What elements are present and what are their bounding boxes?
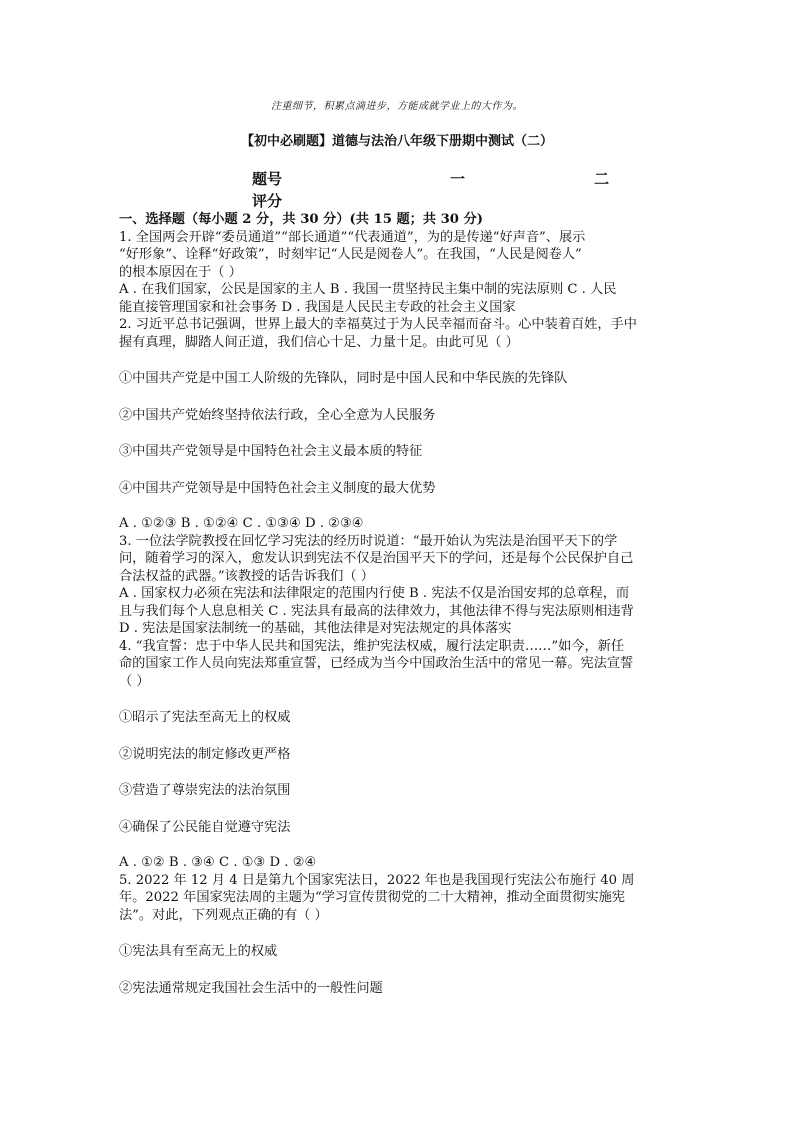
question-3 — [119, 533, 679, 638]
question-3-choices: D . 宪法是国家法制统一的基础，其他法律是对宪法规定的具体落实 — [119, 621, 512, 636]
score-table-row-label-score: 评分 — [252, 192, 283, 210]
question-1-choices: 能直接管理国家和社会事务 D . 我国是人民民主专政的社会主义国家 — [119, 299, 516, 315]
question-4-statement: ②说明宪法的制定修改更严格 — [119, 746, 291, 762]
question-1 — [119, 229, 679, 317]
question-5-statement: ①宪法具有至高无上的权威 — [119, 944, 278, 959]
question-4-choices: A . ①② B . ③④ C . ①③ D . ②④ — [119, 855, 317, 870]
question-2-statement: ④中国共产党领导是中国特色社会主义制度的最大优势 — [119, 480, 436, 496]
header-motto: 注重细节，积累点滴进步，方能成就学业上的大作为。 — [271, 101, 523, 112]
question-1-choices: A . 在我们国家，公民是国家的主人 B . 我国一贯坚持民主集中制的宪法原则 C . 人民 — [119, 282, 617, 297]
question-2-stem-line: 2. 习近平总书记强调，世界上最大的幸福莫过于为人民幸福而奋斗。心中装着百姓，手中 — [119, 317, 637, 332]
question-2 — [119, 316, 679, 533]
question-content — [119, 211, 679, 997]
question-3-stem-line: 合法权益的武器。”该教授的话告诉我们（ ） — [119, 568, 374, 584]
section-heading: 一、选择题（每小题 2 分，共 30 分）(共 15 题；共 30 分) — [119, 212, 484, 227]
question-4 — [119, 638, 679, 872]
question-5-stem-line: 5. 2022 年 12 月 4 日是第九个国家宪法日，2022 年也是我国现行宪法公布施行 40 周 — [119, 872, 635, 888]
question-4-stem-line: 命的国家工作人员向宪法郑重宣誓，已经成为当今中国政治生活中的常见一幕。宪法宣誓 — [119, 656, 634, 671]
question-2-choices: A . ①②③ B . ①②④ C . ①③④ D . ②③④ — [119, 516, 364, 531]
question-5-stem-line: 法”。对此，下列观点正确的有（ ） — [119, 907, 328, 923]
question-5-stem-line: 年。2022 年国家宪法周的主题为“学习宣传贯彻党的二十大精神，推动全面贯彻实施宪 — [119, 890, 626, 905]
question-2-statement: ②中国共产党始终坚持依法行政，全心全意为人民服务 — [119, 407, 436, 423]
score-table-col-1: 一 — [450, 170, 466, 188]
question-5 — [119, 872, 679, 998]
question-1-stem-line: 的根本原因在于（ ） — [119, 264, 242, 280]
score-table-row-label-number: 题号 — [252, 170, 283, 188]
question-2-statement: ③中国共产党领导是中国特色社会主义最本质的特征 — [119, 444, 423, 459]
question-1-stem-line: “好形象”、诠释“好政策”，时刻牢记“人民是阅卷人”。在我国，“人民是阅卷人” — [119, 247, 582, 262]
score-table-col-2: 二 — [594, 170, 610, 188]
question-2-stem-line: 握有真理，脚踏人间正道，我们信心十足、力量十足。由此可见（ ） — [119, 334, 519, 350]
question-3-stem-line: 问，随着学习的深入，愈发认识到宪法不仅是治国平天下的学问，还是每个公民保护自己 — [119, 551, 634, 566]
question-3-choices: 且与我们每个人息息相关 C . 宪法具有最高的法律效力，其他法律不得与宪法原则相违背 — [119, 603, 634, 619]
question-3-stem-line: 3. 一位法学院教授在回忆学习宪法的经历时说道：“最开始认为宪法是治国平天下的学 — [119, 533, 618, 549]
page-title: 【初中必刷题】道德与法治八年级下册期中测试（二） — [240, 134, 553, 149]
question-4-stem-line: 4. “我宣誓：忠于中华人民共和国宪法，维护宪法权威，履行法定职责……”如今，新任 — [119, 638, 625, 654]
question-2-statement: ①中国共产党是中国工人阶级的先锋队，同时是中国人民和中华民族的先锋队 — [119, 371, 568, 386]
question-5-statement: ②宪法通常规定我国社会生活中的一般性问题 — [119, 980, 383, 996]
question-4-statement: ④确保了公民能自觉遵守宪法 — [119, 819, 291, 835]
question-4-statement: ③营造了尊崇宪法的法治氛围 — [119, 783, 291, 798]
question-4-statement: ①昭示了宪法至高无上的权威 — [119, 710, 291, 725]
question-4-stem-line: （ ） — [119, 673, 150, 689]
question-3-choices: A . 国家权力必须在宪法和法律限定的范围内行使 B . 宪法不仅是治国安邦的总章程，而 — [119, 586, 630, 601]
question-1-stem-line: 1. 全国两会开辟“委员通道”“部长通道”“代表通道”，为的是传递“好声音”、展示 — [119, 229, 586, 245]
